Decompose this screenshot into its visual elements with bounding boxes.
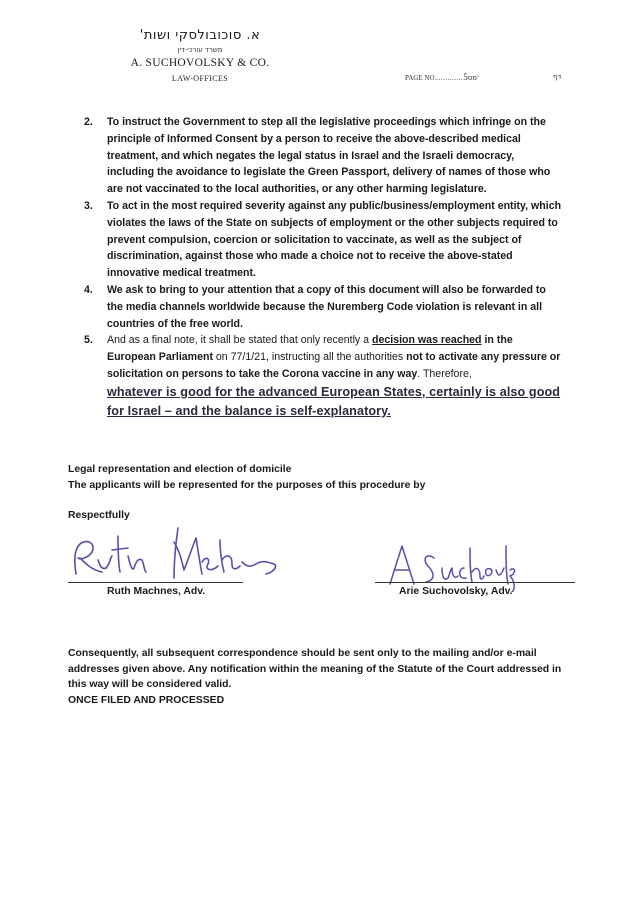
- letterhead: [100, 28, 300, 83]
- legal-line-1: Legal representation and election of domicile: [68, 464, 292, 475]
- list-item: [84, 114, 564, 198]
- list-item: [84, 198, 564, 282]
- list-item-text-part: in the European Parliament: [107, 334, 513, 364]
- letterhead-hebrew-subtitle: משרד עורכי-דין: [177, 46, 223, 54]
- list-item-text: We ask to bring to your attention that a copy of this document will also be forwarded to the media channels worldwide because the Nuremberg Code violation is relevant in all countries of the free world.: [107, 283, 546, 330]
- letterhead-english-firm: A. SUCHOVOLSKY & CO.: [130, 57, 270, 69]
- list-item-number: 5.: [84, 334, 93, 347]
- page-number: [405, 72, 479, 82]
- list-item-text-part: . Therefore,: [417, 367, 472, 380]
- list-item-text-part: And as a final note, it shall be stated that only recently a: [107, 334, 373, 347]
- legal-representation: [68, 462, 425, 493]
- correspondence-text: Consequently, all subsequent correspondence should be sent only to the mailing and/or e-mail addresses given above. Any notification within the meaning of the Statute of the Court addressed in this way will be considered valid.: [68, 648, 562, 690]
- numbered-list: [84, 114, 564, 421]
- legal-line-2: The applicants will be represented for the purposes of this procedure by: [68, 479, 426, 491]
- page-number-hebrew-label: מס': [467, 74, 479, 82]
- correspondence-notice: [68, 646, 568, 708]
- list-item: [84, 332, 564, 420]
- list-item-text: To instruct the Government to step all the legislative proceedings which infringe on the principle of Informed Consent by a person to receive the above-described medical treatment, and which negates the legal status in Israel and the Israeli democracy, including the avoidance to legislate the Green Passport, delivery of names of those who are not vaccinated to the local authorities, or any other harming legislature.: [107, 116, 551, 196]
- list-item-text: To act in the most required severity against any public/business/employment entity, which violates the laws of the State on subjects of employment or the other subjects required to prevent compulsion, coercion or solicitation to vaccinate, as well as the subject of discrimination, against those who made a choice not to receive the above-stated innovative medical treatment.: [107, 199, 562, 280]
- signatory-name-left: Ruth Machnes, Adv.: [107, 586, 206, 597]
- signature-scribble-right: [388, 540, 518, 592]
- signature-scribble-left: [62, 522, 292, 584]
- list-item-number: 2.: [84, 116, 93, 128]
- page-number-label: PAGE NO.: [405, 74, 437, 82]
- list-item-number: 3.: [84, 199, 93, 212]
- page-number-dots: ............: [436, 74, 464, 82]
- page-daf-label: דף: [553, 73, 562, 81]
- signature-line-right: [375, 582, 575, 583]
- signature-line-left: [68, 582, 243, 583]
- list-item-number: 4.: [84, 283, 93, 296]
- list-item-text-underlined: decision was reached: [372, 334, 482, 347]
- filed-processed-label: ONCE FILED AND PROCESSED: [68, 694, 225, 706]
- letterhead-english-subtitle: LAW-OFFICES: [171, 74, 229, 83]
- signatory-name-right: Arie Suchovolsky, Adv.: [399, 586, 513, 597]
- list-item-text-part: on 77/1/21, instructing all the authorities: [212, 351, 407, 364]
- signature-arie-suchovolsky: [388, 540, 518, 592]
- page-number-value: 5: [463, 72, 468, 82]
- signature-ruth-machnes: [62, 522, 292, 584]
- letterhead-hebrew-firm: א. סוכובולסקי ושות': [139, 28, 261, 43]
- list-item: [84, 282, 564, 332]
- emphasis-statement: whatever is good for the advanced European States, certainly is also good for Israel – and the balance is self-explanatory.: [107, 384, 561, 418]
- closing-respectfully: Respectfully: [68, 510, 130, 521]
- list-item-text-part: not to activate any pressure or solicitation on persons to take the Corona vaccine in any way: [107, 351, 561, 380]
